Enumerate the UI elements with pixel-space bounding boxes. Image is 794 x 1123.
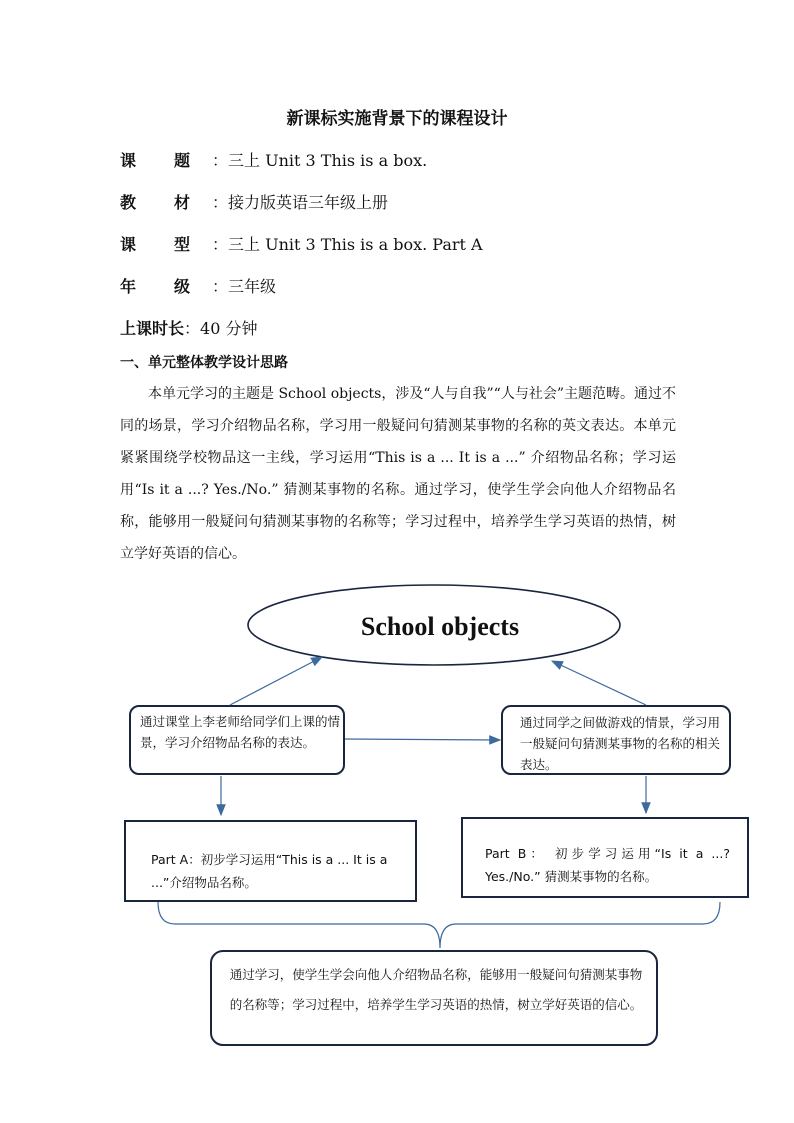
central-oval-label: School objects	[360, 612, 520, 641]
duration-key: 上课时长	[120, 319, 185, 338]
body-paragraph: 本单元学习的主题是 School objects，涉及“人与自我”“人与社会”主题范畴。通过不同的场景，学习介绍物品名称，学习用一般疑问句猜测某事物的名称的英文表达。本单元紧紧围绕学校物品这一主线，学习运用“This is a ... It is a ...” 介绍物品名称；学习运用“Is it a ...? Yes./No.” 猜测某事物的名称。通过学习，使学生学会向他人介绍物品名称，能够用一般疑问句猜测某事物的名称等；学习过程中，培养学生学习英语的热情，树立学好英语的信心。	[120, 386, 676, 562]
meta-value: ：三上 Unit 3 This is a box.	[212, 151, 428, 170]
summary-text: 通过学习，使学生学会向他人介绍物品名称，能够用一般疑问句猜测某事物的名称等；学习过程中，培养学生学习英语的热情，树立学好英语的信心。	[229, 967, 643, 1012]
left-scenario-text: 通过课堂上李老师给同学们上课的情景，学习介绍物品名称的表达。	[140, 714, 341, 750]
meta-key-char: 题	[174, 151, 191, 170]
arrow-left-to-right	[345, 739, 500, 740]
meta-key-char: 型	[174, 235, 191, 254]
document-title: 新课标实施背景下的课程设计	[286, 109, 508, 129]
right-scenario-text: 通过同学之间做游戏的情景，学习用一般疑问句猜测某事物的名称的相关表达。	[520, 715, 721, 772]
part-b-text: Part B： 初步学习运用“Is it a ...? Yes./No.” 猜测某事物的名称。	[485, 846, 730, 884]
meta-key-char: 材	[174, 193, 191, 212]
meta-key-char: 级	[174, 277, 191, 296]
arrow-left-to-oval	[230, 657, 322, 705]
meta-key-char: 教	[120, 193, 137, 212]
bottom-brace	[158, 902, 720, 948]
duration-value: ：40 分钟	[184, 319, 258, 338]
meta-key-char: 年	[120, 277, 137, 296]
meta-key-char: 课	[120, 151, 137, 170]
arrow-right-to-oval	[552, 661, 646, 705]
meta-value: ：三年级	[212, 277, 277, 296]
meta-value: ：三上 Unit 3 This is a box. Part A	[212, 235, 483, 254]
meta-value: ：接力版英语三年级上册	[212, 193, 389, 212]
meta-key-char: 课	[120, 235, 137, 254]
section-heading: 一、单元整体教学设计思路	[120, 355, 288, 371]
part-a-text: Part A：初步学习运用“This is a ... It is a ...”介绍物品名称。	[151, 852, 388, 890]
